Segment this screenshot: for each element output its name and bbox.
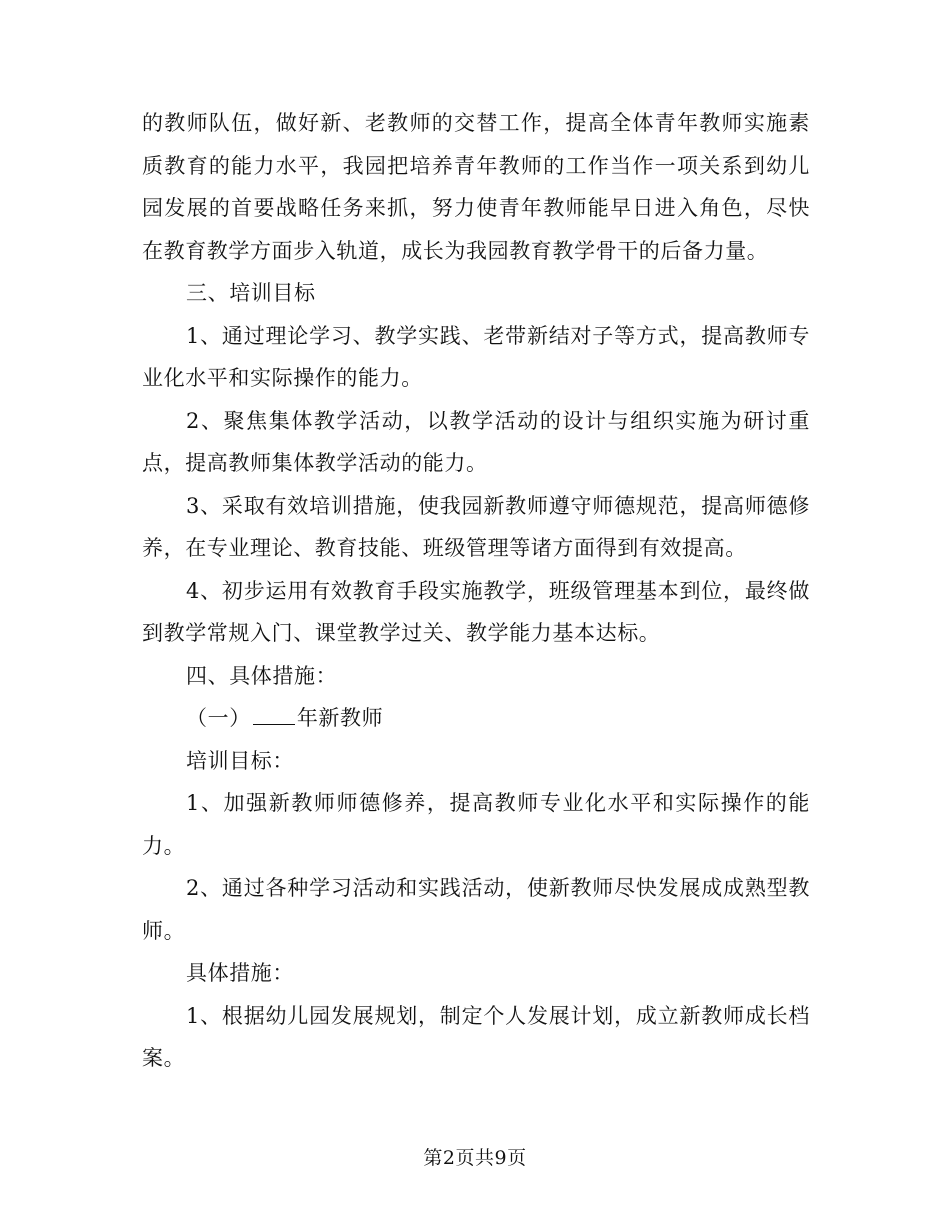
page-number-footer: 第2页共9页 [423, 1147, 527, 1169]
paragraph-goal-1: 1、通过理论学习、教学实践、老带新结对子等方式，提高教师专业化水平和实际操作的能力。 [142, 323, 810, 390]
paragraph-intro: 的教师队伍，做好新、老教师的交替工作，提高全体青年教师实施素质教育的能力水平，我园把培养青年教师的工作当作一项关系到幼儿园发展的首要战略任务来抓，努力使青年教师能早日进入角色，尽快在教育教学方面步入轨道，成长为我园教育教学骨干的后备力量。 [142, 111, 810, 263]
paragraph-measure-1: 1、根据幼儿园发展规划，制定个人发展计划，成立新教师成长档案。 [142, 1003, 810, 1070]
paragraph-goal-3: 3、采取有效培训措施，使我园新教师遵守师德规范，提高师德修养，在专业理论、教育技能、班级管理等诸方面得到有效提高。 [142, 493, 810, 560]
heading-goal: 培训目标： [186, 748, 294, 773]
heading-training-goals: 三、培训目标 [186, 281, 316, 305]
document-body [142, 102, 810, 1080]
fill-in-blank [253, 706, 295, 725]
paragraph-goal-2: 2、聚焦集体教学活动，以教学活动的设计与组织实施为研讨重点，提高教师集体教学活动的能力。 [142, 408, 810, 475]
heading-specific-measures: 四、具体措施： [186, 663, 338, 688]
subheading-suffix: 年新教师 [296, 706, 384, 730]
paragraph-new-teacher-2: 2、通过各种学习活动和实践活动，使新教师尽快发展成成熟型教师。 [142, 876, 810, 943]
subheading-prefix: （一） [186, 706, 251, 730]
heading-measures: 具体措施： [186, 961, 294, 985]
paragraph-new-teacher-1: 1、加强新教师师德修养，提高教师专业化水平和实际操作的能力。 [142, 791, 810, 858]
paragraph-goal-4: 4、初步运用有效教育手段实施教学，班级管理基本到位，最终做到教学常规入门、课堂教学过关、教学能力基本达标。 [142, 578, 810, 645]
subheading-new-teachers [142, 697, 810, 740]
